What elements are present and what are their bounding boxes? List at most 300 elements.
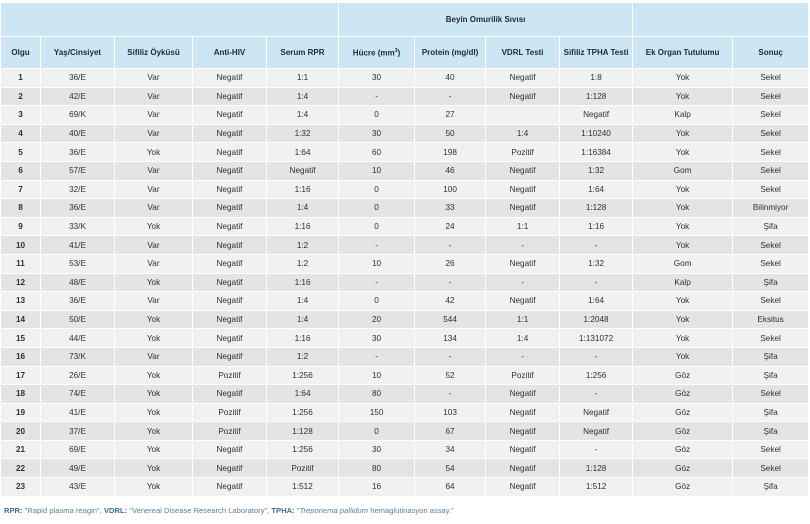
cell-organ: Yok <box>633 347 733 366</box>
cell-hucre: 80 <box>339 385 415 404</box>
cell-tpha: Negatif <box>560 403 633 422</box>
cell-olgu: 10 <box>1 236 41 255</box>
cell-sifiliz: Var <box>115 180 193 199</box>
table-row <box>1 329 809 348</box>
cell-tpha: 1:16384 <box>560 143 633 162</box>
table-row <box>1 124 809 143</box>
cell-sifiliz: Yok <box>115 440 193 459</box>
cell-yas: 69/K <box>41 106 115 125</box>
table-row <box>1 161 809 180</box>
cell-vdrl: 1:1 <box>486 310 560 329</box>
cell-antihiv: Negatif <box>193 87 267 106</box>
cell-hucre: 0 <box>339 180 415 199</box>
col-header-antihiv: Anti-HIV <box>193 37 267 69</box>
cell-yas: 57/E <box>41 161 115 180</box>
cell-sifiliz: Var <box>115 254 193 273</box>
cell-olgu: 6 <box>1 161 41 180</box>
cell-olgu: 11 <box>1 254 41 273</box>
table-row <box>1 292 809 311</box>
cell-hucre: 30 <box>339 124 415 143</box>
cell-organ: Göz <box>633 440 733 459</box>
cell-sifiliz: Yok <box>115 385 193 404</box>
cell-yas: 42/E <box>41 87 115 106</box>
table-row <box>1 217 809 236</box>
cell-serum: 1:16 <box>267 217 339 236</box>
cell-protein: 50 <box>415 124 486 143</box>
cell-sifiliz: Var <box>115 124 193 143</box>
cell-sifiliz: Yok <box>115 422 193 441</box>
col-header-sifiliz: Sifiliz Öyküsü <box>115 37 193 69</box>
cell-protein: 34 <box>415 440 486 459</box>
cell-vdrl: 1:1 <box>486 217 560 236</box>
cell-tpha: - <box>560 440 633 459</box>
cell-olgu: 20 <box>1 422 41 441</box>
cell-vdrl: - <box>486 347 560 366</box>
cell-sonuc: Sekel <box>733 440 809 459</box>
footnote-tpha-open: " <box>294 506 300 515</box>
cell-vdrl: - <box>486 273 560 292</box>
cell-antihiv: Negatif <box>193 124 267 143</box>
cell-sonuc: Sekel <box>733 180 809 199</box>
col-header-tpha: Sifiliz TPHA Testi <box>560 37 633 69</box>
cell-vdrl: Negatif <box>486 254 560 273</box>
cell-antihiv: Negatif <box>193 329 267 348</box>
cell-yas: 33/K <box>41 217 115 236</box>
cell-antihiv: Pozitif <box>193 366 267 385</box>
cell-organ: Göz <box>633 422 733 441</box>
cell-hucre: 20 <box>339 310 415 329</box>
cell-antihiv: Negatif <box>193 310 267 329</box>
cell-sifiliz: Yok <box>115 143 193 162</box>
cell-antihiv: Negatif <box>193 161 267 180</box>
table-row <box>1 87 809 106</box>
hucre-sup: 3 <box>394 47 398 54</box>
footnote-vdrl-label: VDRL: <box>103 506 128 515</box>
cell-tpha: - <box>560 273 633 292</box>
table-row <box>1 478 809 497</box>
cell-hucre: 30 <box>339 329 415 348</box>
cell-organ: Yok <box>633 292 733 311</box>
table-row <box>1 347 809 366</box>
cell-sonuc: Sekel <box>733 143 809 162</box>
cell-olgu: 2 <box>1 87 41 106</box>
cell-tpha: 1:64 <box>560 292 633 311</box>
cell-sifiliz: Yok <box>115 459 193 478</box>
cell-serum: 1:1 <box>267 69 339 88</box>
cell-sonuc: Eksitus <box>733 310 809 329</box>
col-header-organ: Ek Organ Tutulumu <box>633 37 733 69</box>
cell-olgu: 5 <box>1 143 41 162</box>
cell-hucre: 10 <box>339 161 415 180</box>
cell-antihiv: Negatif <box>193 385 267 404</box>
cell-tpha: 1:128 <box>560 87 633 106</box>
cell-antihiv: Negatif <box>193 273 267 292</box>
table-row <box>1 366 809 385</box>
col-header-yas: Yaş/Cinsiyet <box>41 37 115 69</box>
cell-vdrl: Negatif <box>486 199 560 218</box>
cell-vdrl: Negatif <box>486 440 560 459</box>
cell-antihiv: Pozitif <box>193 403 267 422</box>
cell-yas: 41/E <box>41 403 115 422</box>
cell-sifiliz: Var <box>115 106 193 125</box>
cell-organ: Yok <box>633 329 733 348</box>
cell-tpha: 1:32 <box>560 161 633 180</box>
cell-serum: 1:64 <box>267 143 339 162</box>
cell-yas: 50/E <box>41 310 115 329</box>
cell-sonuc: Şifa <box>733 422 809 441</box>
cell-yas: 43/E <box>41 478 115 497</box>
cell-olgu: 19 <box>1 403 41 422</box>
cell-olgu: 3 <box>1 106 41 125</box>
cell-tpha: 1:16 <box>560 217 633 236</box>
cell-vdrl: Negatif <box>486 422 560 441</box>
cell-serum: 1:2 <box>267 254 339 273</box>
cell-tpha: Negatif <box>560 106 633 125</box>
cell-yas: 69/E <box>41 440 115 459</box>
cell-sonuc: Sekel <box>733 329 809 348</box>
cell-tpha: 1:131072 <box>560 329 633 348</box>
cell-protein: - <box>415 273 486 292</box>
cell-hucre: 10 <box>339 254 415 273</box>
cell-antihiv: Negatif <box>193 69 267 88</box>
cell-serum: 1:4 <box>267 310 339 329</box>
cell-yas: 40/E <box>41 124 115 143</box>
cell-tpha: - <box>560 385 633 404</box>
cell-organ: Yok <box>633 310 733 329</box>
cell-organ: Yok <box>633 69 733 88</box>
col-header-hucre <box>339 37 415 69</box>
footnote-rpr-text: "Rapid plasma reagin", <box>22 506 104 515</box>
cell-vdrl: 1:4 <box>486 124 560 143</box>
cell-olgu: 1 <box>1 69 41 88</box>
cell-sonuc: Şifa <box>733 478 809 497</box>
cell-antihiv: Negatif <box>193 254 267 273</box>
cell-tpha: 1:128 <box>560 199 633 218</box>
cell-sonuc: Şifa <box>733 347 809 366</box>
cell-sifiliz: Var <box>115 292 193 311</box>
cell-protein: 100 <box>415 180 486 199</box>
cell-sifiliz: Yok <box>115 366 193 385</box>
cell-serum: 1:128 <box>267 422 339 441</box>
cell-sifiliz: Yok <box>115 329 193 348</box>
cell-olgu: 12 <box>1 273 41 292</box>
cell-olgu: 9 <box>1 217 41 236</box>
cell-vdrl: Negatif <box>486 180 560 199</box>
cell-sonuc: Sekel <box>733 254 809 273</box>
cell-vdrl: Negatif <box>486 403 560 422</box>
cell-sifiliz: Var <box>115 87 193 106</box>
cell-sonuc: Sekel <box>733 459 809 478</box>
cell-protein: 24 <box>415 217 486 236</box>
cell-yas: 36/E <box>41 69 115 88</box>
table-row <box>1 254 809 273</box>
cell-sifiliz: Yok <box>115 217 193 236</box>
cell-hucre: 0 <box>339 422 415 441</box>
cell-yas: 36/E <box>41 199 115 218</box>
table-row <box>1 459 809 478</box>
cell-tpha: 1:128 <box>560 459 633 478</box>
cell-serum: Negatif <box>267 161 339 180</box>
cell-sonuc: Şifa <box>733 217 809 236</box>
cell-sifiliz: Var <box>115 161 193 180</box>
cell-serum: Pozitif <box>267 459 339 478</box>
cell-hucre: - <box>339 347 415 366</box>
cell-sonuc: Sekel <box>733 292 809 311</box>
cell-olgu: 23 <box>1 478 41 497</box>
col-header-protein: Protein (mg/dl) <box>415 37 486 69</box>
table-row <box>1 199 809 218</box>
cell-olgu: 4 <box>1 124 41 143</box>
cell-olgu: 18 <box>1 385 41 404</box>
cell-tpha: - <box>560 347 633 366</box>
cell-hucre: - <box>339 236 415 255</box>
cell-protein: 52 <box>415 366 486 385</box>
cell-hucre: 0 <box>339 106 415 125</box>
cell-serum: 1:256 <box>267 403 339 422</box>
cell-tpha: 1:8 <box>560 69 633 88</box>
cell-olgu: 8 <box>1 199 41 218</box>
cell-hucre: - <box>339 273 415 292</box>
cell-yas: 41/E <box>41 236 115 255</box>
cell-hucre: 60 <box>339 143 415 162</box>
cell-vdrl: Pozitif <box>486 366 560 385</box>
cell-organ: Göz <box>633 366 733 385</box>
cell-sifiliz: Yok <box>115 273 193 292</box>
cell-serum: 1:2 <box>267 347 339 366</box>
cell-protein: 40 <box>415 69 486 88</box>
cell-antihiv: Pozitif <box>193 422 267 441</box>
cell-hucre: 30 <box>339 69 415 88</box>
footnote-rpr-label: RPR: <box>4 506 23 515</box>
cell-vdrl: Pozitif <box>486 143 560 162</box>
cell-sonuc: Şifa <box>733 403 809 422</box>
table-row <box>1 273 809 292</box>
cell-hucre: 0 <box>339 199 415 218</box>
cell-olgu: 15 <box>1 329 41 348</box>
cell-protein: 134 <box>415 329 486 348</box>
cell-vdrl: Negatif <box>486 385 560 404</box>
cell-vdrl: Negatif <box>486 292 560 311</box>
cell-organ: Göz <box>633 478 733 497</box>
cell-sonuc: Sekel <box>733 236 809 255</box>
footnote-tpha-close: hemaglutinasyon assay." <box>368 506 454 515</box>
cell-organ: Yok <box>633 236 733 255</box>
cell-sifiliz: Var <box>115 69 193 88</box>
footnote <box>4 506 454 515</box>
cell-tpha: 1:64 <box>560 180 633 199</box>
cell-sifiliz: Var <box>115 347 193 366</box>
cell-olgu: 16 <box>1 347 41 366</box>
cell-serum: 1:16 <box>267 329 339 348</box>
cell-sifiliz: Yok <box>115 478 193 497</box>
cell-protein: 27 <box>415 106 486 125</box>
cell-serum: 1:4 <box>267 292 339 311</box>
cell-olgu: 13 <box>1 292 41 311</box>
cell-yas: 74/E <box>41 385 115 404</box>
cell-protein: - <box>415 385 486 404</box>
patient-table <box>0 2 809 497</box>
cell-hucre: 0 <box>339 217 415 236</box>
col-header-vdrl: VDRL Testi <box>486 37 560 69</box>
cell-vdrl: Negatif <box>486 478 560 497</box>
cell-antihiv: Negatif <box>193 236 267 255</box>
cell-serum: 1:2 <box>267 236 339 255</box>
cell-sonuc: Sekel <box>733 161 809 180</box>
cell-antihiv: Negatif <box>193 199 267 218</box>
table-row <box>1 143 809 162</box>
cell-sifiliz: Yok <box>115 403 193 422</box>
cell-antihiv: Negatif <box>193 440 267 459</box>
cell-yas: 73/K <box>41 347 115 366</box>
cell-serum: 1:4 <box>267 106 339 125</box>
cell-olgu: 17 <box>1 366 41 385</box>
cell-sifiliz: Yok <box>115 310 193 329</box>
cell-serum: 1:512 <box>267 478 339 497</box>
cell-serum: 1:256 <box>267 440 339 459</box>
table-row <box>1 310 809 329</box>
cell-sonuc: Sekel <box>733 87 809 106</box>
cell-antihiv: Negatif <box>193 292 267 311</box>
cell-hucre: 80 <box>339 459 415 478</box>
cell-organ: Yok <box>633 217 733 236</box>
hucre-text: Hücre (mm <box>352 48 395 58</box>
cell-organ: Göz <box>633 385 733 404</box>
cell-antihiv: Negatif <box>193 478 267 497</box>
cell-tpha: Negatif <box>560 422 633 441</box>
cell-protein: 54 <box>415 459 486 478</box>
cell-yas: 37/E <box>41 422 115 441</box>
cell-olgu: 22 <box>1 459 41 478</box>
group-header: Beyin Omurilik Sıvısı <box>339 3 633 37</box>
cell-protein: 42 <box>415 292 486 311</box>
cell-sonuc: Şifa <box>733 273 809 292</box>
cell-tpha: - <box>560 236 633 255</box>
cell-organ: Kalp <box>633 273 733 292</box>
cell-antihiv: Negatif <box>193 180 267 199</box>
cell-sonuc: Bilinmiyor <box>733 199 809 218</box>
table-row <box>1 106 809 125</box>
cell-protein: - <box>415 236 486 255</box>
cell-tpha: 1:512 <box>560 478 633 497</box>
cell-yas: 44/E <box>41 329 115 348</box>
col-header-sonuc: Sonuç <box>733 37 809 69</box>
cell-sonuc: Sekel <box>733 69 809 88</box>
cell-protein: 26 <box>415 254 486 273</box>
col-header-olgu: Olgu <box>1 37 41 69</box>
cell-yas: 48/E <box>41 273 115 292</box>
cell-organ: Göz <box>633 403 733 422</box>
cell-hucre: 30 <box>339 440 415 459</box>
cell-vdrl: - <box>486 236 560 255</box>
cell-tpha: 1:256 <box>560 366 633 385</box>
cell-hucre: 10 <box>339 366 415 385</box>
cell-protein: 33 <box>415 199 486 218</box>
cell-organ: Yok <box>633 124 733 143</box>
footnote-vdrl-text: "Venereal Disease Research Laboratory", <box>127 506 272 515</box>
cell-olgu: 21 <box>1 440 41 459</box>
cell-sonuc: Sekel <box>733 106 809 125</box>
cell-hucre: 16 <box>339 478 415 497</box>
cell-serum: 1:32 <box>267 124 339 143</box>
cell-serum: 1:16 <box>267 180 339 199</box>
cell-tpha: 1:32 <box>560 254 633 273</box>
cell-protein: 544 <box>415 310 486 329</box>
cell-yas: 53/E <box>41 254 115 273</box>
table-row <box>1 69 809 88</box>
cell-organ: Gom <box>633 254 733 273</box>
cell-tpha: 1:2048 <box>560 310 633 329</box>
cell-yas: 36/E <box>41 143 115 162</box>
cell-sifiliz: Var <box>115 236 193 255</box>
cell-protein: 46 <box>415 161 486 180</box>
header-spacer-right <box>633 3 809 37</box>
cell-yas: 26/E <box>41 366 115 385</box>
cell-yas: 49/E <box>41 459 115 478</box>
hucre-close: ) <box>397 48 401 58</box>
col-header-serum: Serum RPR <box>267 37 339 69</box>
cell-vdrl: 1:4 <box>486 329 560 348</box>
cell-hucre: 0 <box>339 292 415 311</box>
cell-serum: 1:4 <box>267 199 339 218</box>
cell-antihiv: Negatif <box>193 347 267 366</box>
cell-organ: Kalp <box>633 106 733 125</box>
cell-organ: Yok <box>633 180 733 199</box>
cell-vdrl <box>486 106 560 125</box>
table-row <box>1 440 809 459</box>
cell-protein: 198 <box>415 143 486 162</box>
cell-organ: Yok <box>633 199 733 218</box>
cell-vdrl: Negatif <box>486 459 560 478</box>
cell-serum: 1:4 <box>267 87 339 106</box>
table-row <box>1 180 809 199</box>
cell-serum: 1:64 <box>267 385 339 404</box>
cell-vdrl: Negatif <box>486 161 560 180</box>
footnote-tpha-italic: Treponema pallidum <box>299 506 369 515</box>
header-spacer <box>1 3 339 37</box>
table-row <box>1 385 809 404</box>
table-row <box>1 422 809 441</box>
cell-hucre: - <box>339 87 415 106</box>
cell-protein: 103 <box>415 403 486 422</box>
cell-serum: 1:16 <box>267 273 339 292</box>
cell-serum: 1:256 <box>267 366 339 385</box>
table-row <box>1 236 809 255</box>
cell-sifiliz: Var <box>115 199 193 218</box>
cell-vdrl: Negatif <box>486 69 560 88</box>
table-body <box>1 69 809 497</box>
cell-antihiv: Negatif <box>193 459 267 478</box>
cell-yas: 32/E <box>41 180 115 199</box>
table-row <box>1 403 809 422</box>
cell-sonuc: Sekel <box>733 385 809 404</box>
cell-olgu: 7 <box>1 180 41 199</box>
cell-sonuc: Sekel <box>733 124 809 143</box>
cell-protein: - <box>415 347 486 366</box>
cell-organ: Yok <box>633 87 733 106</box>
cell-organ: Gom <box>633 161 733 180</box>
cell-protein: 64 <box>415 478 486 497</box>
cell-antihiv: Negatif <box>193 106 267 125</box>
cell-tpha: 1:10240 <box>560 124 633 143</box>
cell-sonuc: Şifa <box>733 366 809 385</box>
cell-organ: Yok <box>633 143 733 162</box>
cell-organ: Göz <box>633 459 733 478</box>
cell-yas: 36/E <box>41 292 115 311</box>
cell-protein: - <box>415 87 486 106</box>
cell-vdrl: Negatif <box>486 87 560 106</box>
cell-antihiv: Negatif <box>193 217 267 236</box>
cell-hucre: 150 <box>339 403 415 422</box>
